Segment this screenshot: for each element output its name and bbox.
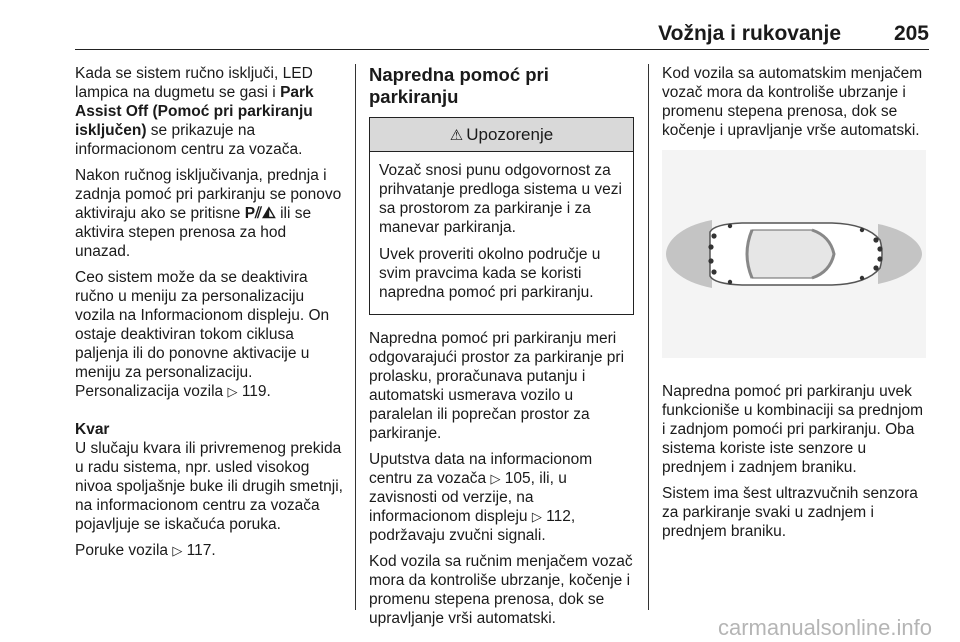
paragraph: Napredna pomoć pri parkiranju uvek funkcioniše u kombinaciji sa prednjom i zadnjom pomoći pri parkiranju. Oba sistema koriste iste senzore u prednjem i zadnjem braniku. bbox=[662, 383, 924, 476]
front-sensor bbox=[873, 265, 878, 270]
column-1 bbox=[75, 64, 343, 567]
car-top-view-svg bbox=[662, 150, 926, 358]
paragraph: Sistem ima šest ultrazvučnih senzora za parkiranje svaki u zadnjem i prednjem braniku. bbox=[662, 485, 918, 540]
column-2 bbox=[369, 64, 634, 635]
paragraph: Ceo sistem može da se deaktivira ručno u meniju za personalizaciju vozila na Informacionom displeju. On ostaje deaktiviran tokom ciklusa paljenja ili do ponovne aktivacije u meniju za personalizaciju. Personalizacija vozila ▷ 119. bbox=[75, 269, 330, 400]
column-3 bbox=[662, 64, 930, 548]
park-assist-off-message: Park Assist Off (Pomoć pri parkiranju isključen) bbox=[75, 84, 314, 139]
side-sensor bbox=[728, 224, 732, 228]
paragraph: Kada se sistem ručno isključi, LED lampica na dugmetu se gasi i Park Assist Off (Pomoć pri parkiranju isključen) se prikazuje na informacionom centru za vozača. bbox=[75, 65, 314, 158]
page-ref-arrow-icon: ▷ bbox=[531, 509, 542, 524]
parking-sensor-illustration bbox=[662, 150, 926, 358]
side-sensor bbox=[860, 276, 864, 280]
page-header bbox=[75, 12, 929, 50]
page-ref-arrow-icon: ▷ bbox=[227, 384, 238, 399]
page-reference: 117. bbox=[186, 542, 216, 559]
watermark-text: carmanualsonline.info bbox=[717, 615, 932, 640]
chapter-title: Vožnja i rukovanje bbox=[658, 22, 841, 45]
warning-text: Uvek proveriti okolno područje u svim pravcima kada se koristi napredna pomoć pri parkiranju. bbox=[379, 246, 601, 301]
warning-text: Vozač snosi punu odgovornost za prihvatanje predloga sistema u vezi sa prostorom za parkiranje i za manevar parkiranja. bbox=[379, 162, 622, 236]
rear-sensor bbox=[711, 233, 716, 238]
car-roof bbox=[747, 230, 834, 278]
warning-header bbox=[370, 118, 633, 152]
paragraph: Nakon ručnog isključivanja, prednja i zadnja pomoć pri parkiranju se ponovo aktiviraju ako se pritisne P⫽◭ ili se aktivira stepen prenosa za hod unazad. bbox=[75, 167, 342, 260]
paragraph: Kod vozila sa ručnim menjačem vozač mora da kontroliše ubrzanje, kočenje i promenu stepena prenosa, dok se upravljanje vrši automatski. bbox=[369, 553, 633, 627]
rear-sensor bbox=[708, 258, 713, 263]
paragraph: U slučaju kvara ili privremenog prekida u radu sistema, npr. usled visokog nivoa spoljašnje buke ili drugih smetnji, na informacionom centru za vozača pojavljuje se iskačuća poruka. bbox=[75, 440, 343, 533]
column-divider bbox=[648, 64, 649, 610]
rear-sensor bbox=[711, 269, 716, 274]
warning-box bbox=[369, 117, 634, 315]
front-sensor bbox=[877, 246, 882, 251]
side-sensor bbox=[860, 228, 864, 232]
side-sensor bbox=[728, 280, 732, 284]
page-reference: 119. bbox=[241, 383, 271, 400]
page-number: 205 bbox=[893, 22, 929, 45]
paragraph: Uputstva data na informacionom centru za vozača ▷ 105, ili, u zavisnosti od verzije, na informacionom displeju ▷ 112, podržavaju zvučni signali. bbox=[369, 451, 593, 544]
paragraph: Kod vozila sa automatskim menjačem vozač mora da kontroliše ubrzanje i promenu stepena prenosa, dok se kočenje i upravljanje vrše automatski. bbox=[662, 65, 923, 139]
park-assist-button-icon: P⫽◭ bbox=[244, 205, 276, 222]
column-divider bbox=[355, 64, 356, 610]
front-sensor bbox=[877, 256, 882, 261]
front-sensor bbox=[873, 237, 878, 242]
section-heading: Napredna pomoć pri parkiranju bbox=[369, 64, 549, 107]
warning-triangle-icon: ⚠ bbox=[449, 127, 464, 144]
rear-sensor bbox=[708, 244, 713, 249]
paragraph: Poruke vozila ▷ 117. bbox=[75, 542, 216, 559]
page-ref-arrow-icon: ▷ bbox=[490, 471, 501, 486]
warning-title: Upozorenje bbox=[466, 125, 554, 144]
page-ref-arrow-icon: ▷ bbox=[172, 543, 183, 558]
section-heading-kvar: Kvar bbox=[75, 421, 110, 438]
paragraph: Napredna pomoć pri parkiranju meri odgovarajući prostor za parkiranje pri prolasku, proračunava putanju i automatski usmerava vozilo u paralelan ili poprečan prostor za parkiranje. bbox=[369, 330, 625, 442]
warning-body bbox=[370, 152, 633, 314]
